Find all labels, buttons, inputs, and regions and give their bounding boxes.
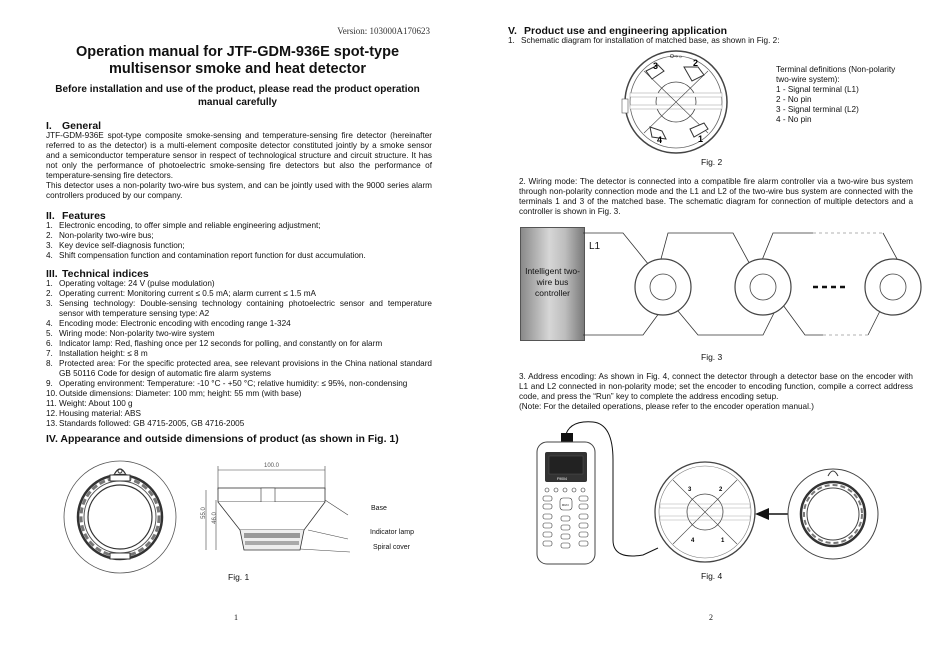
address-encoding-paragraph: 3. Address encoding: As shown in Fig. 4, connect the detector through a detector base on the encoder with L1 and L2 connected in non-polarity mode; set the encoder to encoding function, compile a correct address code, and press the “Run” key to complete the address encoding setup. <box>519 372 913 401</box>
terminal-def-3: 3 - Signal terminal (L2) <box>776 105 859 114</box>
svg-text:4: 4 <box>657 135 663 145</box>
list-item: 2. Operating current: Monitoring current ≤ 0.5 mA; alarm current ≤ 1.5 mA <box>46 289 316 298</box>
label-indicator-lamp: Indicator lamp <box>370 529 414 536</box>
svg-text:O⇒☼: O⇒☼ <box>670 54 683 60</box>
svg-text:3: 3 <box>688 487 692 493</box>
encoding-setup-illustration <box>533 420 883 570</box>
document-title: Operation manual for JTF-GDM-936E spot-type multisensor smoke and heat detector <box>75 44 400 77</box>
svg-text:1: 1 <box>721 538 725 544</box>
section-appearance-heading: IV. Appearance and outside dimensions of product (as shown in Fig. 1) <box>46 433 399 445</box>
terminal-definitions-title: Terminal definitions (Non-polarity two-wire system): <box>776 65 896 84</box>
fig4-caption: Fig. 4 <box>701 571 723 581</box>
svg-text:2: 2 <box>719 487 723 493</box>
list-item: 1. Electronic encoding, to offer simple and reliable engineering adjustment; <box>46 221 321 230</box>
product-use-item-1 <box>508 36 908 46</box>
list-item: 13. Standards followed: GB 4715-2005, GB 4716-2005 <box>46 419 245 428</box>
list-item: 11. Weight: About 100 g <box>46 399 133 408</box>
fig2-caption: Fig. 2 <box>701 157 723 167</box>
list-item: 3. Sensing technology: Double-sensing technology containing photoelectric sensor and temperature sensor with temperature sensing type: A2 <box>46 299 432 318</box>
svg-text:1: 1 <box>698 134 704 144</box>
matched-base-schematic <box>620 49 732 155</box>
technical-list <box>46 279 432 429</box>
section-technical-heading: III. Technical indices <box>46 268 149 280</box>
section-product-use-heading: V. Product use and engineering application <box>508 25 728 37</box>
svg-text:3: 3 <box>653 61 659 71</box>
page-2 <box>475 0 950 649</box>
list-item: 4. Encoding mode: Electronic encoding with encoding range 1-324 <box>46 319 291 328</box>
list-item: 6. Indicator lamp: Red, flashing once per 12 seconds for polling, and constantly on for alarm <box>46 339 383 348</box>
general-paragraph: JTF-GDM-936E spot-type composite smoke-sensing and temperature-sensing fire detector (hereinafter referred to as the detector) is a multi-element composite detector constituted jointly by a smoke sensor and a semiconductor temperature sensor in respect of technological structure and circuit structure. It has not only the performance of photoelectric smoke-sensing fire detectors but also the performance of temperature-sensing fire detectors. <box>46 131 432 180</box>
terminal-definitions <box>776 65 896 125</box>
list-item: 5. Wiring mode: Non-polarity two-wire system <box>46 329 215 338</box>
list-item: 12. Housing material: ABS <box>46 409 141 418</box>
fig3-caption: Fig. 3 <box>701 352 723 362</box>
run-key: RUN <box>562 503 569 507</box>
document-subtitle: Before installation and use of the product, please read the product operation manual carefully <box>55 84 420 108</box>
version-label: Version: 103000A170623 <box>337 26 430 36</box>
encoder-brand: F9004 <box>557 477 567 481</box>
page-number: 1 <box>234 613 238 622</box>
svg-text:4: 4 <box>691 538 695 544</box>
list-item: 1. Operating voltage: 24 V (pulse modulation) <box>46 279 215 288</box>
list-item: 1. Schematic diagram for installation of matched base, as shown in Fig. 2: <box>508 36 780 45</box>
detector-side-view-illustration <box>200 460 400 560</box>
list-item: 7. Installation height: ≤ 8 m <box>46 349 148 358</box>
l1-label: L1 <box>589 241 601 252</box>
terminal-def-2: 2 - No pin <box>776 95 812 104</box>
dimension-width: 100.0 <box>264 463 280 469</box>
features-list <box>46 221 432 261</box>
wiring-diagram <box>583 225 923 345</box>
terminal-def-1: 1 - Signal terminal (L1) <box>776 85 859 94</box>
detector-top-view-illustration <box>60 455 180 575</box>
list-item: 10. Outside dimensions: Diameter: 100 mm; height: 55 mm (with base) <box>46 389 302 398</box>
bus-controller-box: Intelligent two-wire bus controller <box>520 227 585 341</box>
list-item: 8. Protected area: For the specific protected area, see relevant provisions in the China national standard GB 50116 Code for design of automatic fire alarm systems <box>46 359 432 378</box>
list-item: 3. Key device self-diagnosis function; <box>46 241 185 250</box>
list-item: 4. Shift compensation function and contamination report function for dust accumulation. <box>46 251 366 260</box>
dimension-height-body: 46.0 <box>211 512 218 524</box>
section-features-heading: II. Features <box>46 210 106 222</box>
wiring-mode-paragraph: 2. Wiring mode: The detector is connected into a compatible fire alarm controller via a two-wire bus system through non-polarity connection mode and the L1 and L2 of the two-wire bus system are connected with the terminals 1 and 3 of the matched base. The schematic diagram for connection of multiple detectors and a controller is shown in Fig. 3. <box>519 177 913 216</box>
dimension-height-total: 55.0 <box>200 507 207 519</box>
list-item: 2. Non-polarity two-wire bus; <box>46 231 154 240</box>
page-number: 2 <box>709 613 713 622</box>
address-encoding-note: (Note: For the detailed operations, please refer to the encoder operation manual.) <box>519 402 814 411</box>
fig1-caption: Fig. 1 <box>228 572 250 582</box>
list-item: 9. Operating environment: Temperature: -10 °C - +50 °C; relative humidity: ≤ 95%, non-condensing <box>46 379 408 388</box>
label-base: Base <box>371 505 387 512</box>
section-general-heading: I. General <box>46 120 102 132</box>
terminal-def-4: 4 - No pin <box>776 115 812 124</box>
svg-text:2: 2 <box>693 58 699 68</box>
label-spiral-cover: Spiral cover <box>373 544 410 551</box>
general-paragraph-2: This detector uses a non-polarity two-wire bus system, and can be jointly used with the 9000 series alarm controllers produced by our company. <box>46 181 432 200</box>
